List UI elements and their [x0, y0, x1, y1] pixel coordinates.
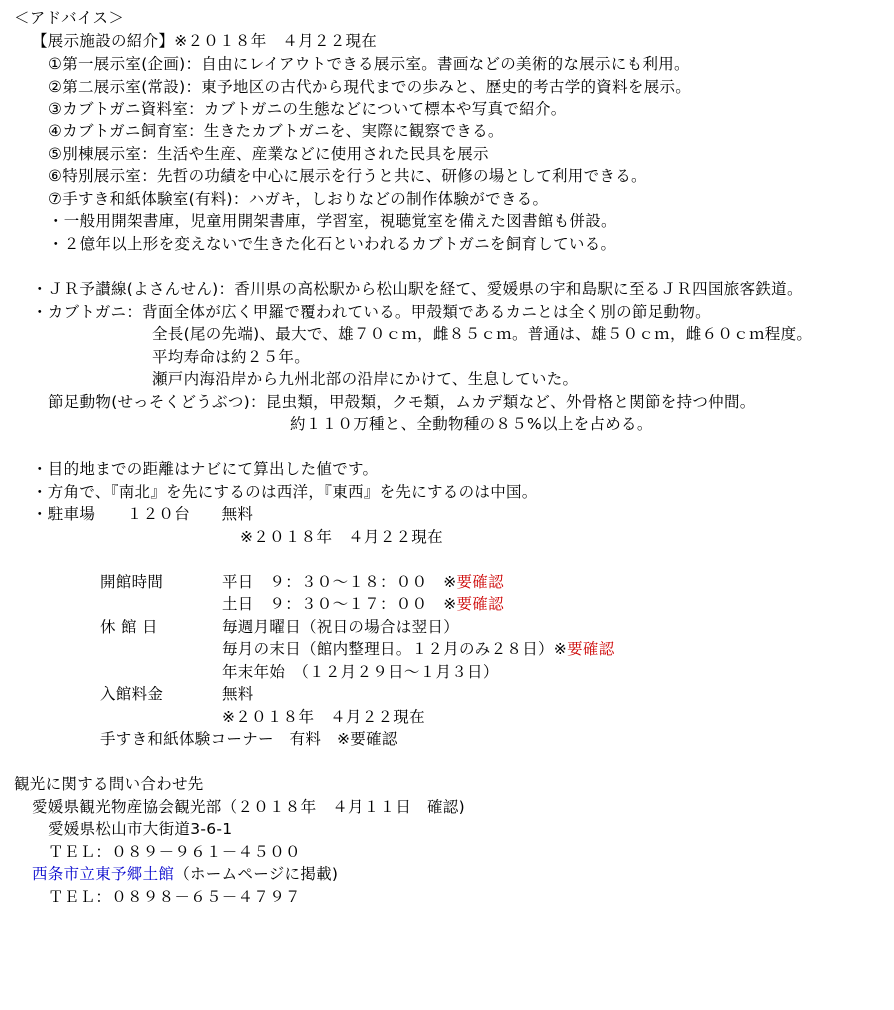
fee-date: ※２０１８年 ４月２２現在: [222, 708, 425, 726]
hours-weekday: 平日 ９：３０～１８：００ ※要確認: [222, 573, 504, 591]
contact-title: 観光に関する問い合わせ先: [14, 775, 204, 793]
facility-item: ①第一展示室(企画)：自由にレイアウトできる展示室。書画などの美術的な展示にも利用。: [48, 55, 690, 73]
note-arthropod-count: 約１１０万種と、全動物種の８５%以上を占める。: [290, 415, 653, 433]
museum-tel: ＴＥＬ：０８９８－６５－４７９７: [48, 888, 301, 906]
washi-corner: 手すき和紙体験コーナー 有料 ※要確認: [100, 730, 398, 748]
facility-item: ③カブトガニ資料室：カブトガニの生態などについて標本や写真で紹介。: [48, 100, 567, 118]
note-parking: ・駐車場 １２０台 無料: [32, 505, 254, 523]
closed-newyear: 年末年始 （１２月２９日～１月３日）: [222, 663, 499, 681]
facility-item: ⑥特別展示室：先哲の功績を中心に展示を行うと共に、研修の場として利用できる。: [48, 167, 647, 185]
contact-address: 愛媛県松山市大街道3-6-1: [48, 820, 233, 838]
fee-label: 入館料金: [100, 685, 164, 703]
fee-value: 無料: [222, 685, 254, 703]
facility-item: ⑦手すき和紙体験室(有料)：ハガキ，しおりなどの制作体験ができる。: [48, 190, 549, 208]
facilities-title: 【展示施設の紹介】※２０１８年 ４月２２現在: [32, 32, 378, 50]
facility-item: ・２億年以上形を変えないで生きた化石といわれるカブトガニを飼育している。: [48, 235, 617, 253]
facility-item: ④カブトガニ飼育室：生きたカブトガニを、実際に観察できる。: [48, 122, 504, 140]
note-distance: ・目的地までの距離はナビにて算出した値です。: [32, 460, 379, 478]
hours-label: 開館時間: [100, 573, 164, 591]
note-parking-date: ※２０１８年 ４月２２現在: [240, 528, 443, 546]
facility-item: ②第二展示室(常設)：東予地区の古代から現代までの歩みと、歴史的考古学的資料を展示。: [48, 78, 692, 96]
contact-org: 愛媛県観光物産協会観光部（２０１８年 ４月１１日 確認): [32, 798, 465, 816]
closed-weekly: 毎週月曜日（祝日の場合は翌日）: [222, 618, 460, 636]
heading: ＜アドバイス＞: [14, 9, 125, 27]
closed-label: 休 館 日: [100, 618, 158, 636]
hours-weekend: 土日 ９：３０～１７：００ ※要確認: [222, 595, 504, 613]
contact-tel: ＴＥＬ：０８９－９６１－４５００: [48, 843, 301, 861]
museum-line: 西条市立東予郷土館（ホームページに掲載): [32, 865, 339, 883]
note-kabutogani-length: 全長(尾の先端)、最大で、雄７０ｃｍ，雌８５ｃｍ。普通は、雄５０ｃｍ，雌６０ｃｍ程度。: [152, 325, 813, 343]
facility-item: ⑤別棟展示室：生活や生産、産業などに使用された民具を展示: [48, 145, 489, 163]
note-kabutogani-habitat: 瀬戸内海沿岸から九州北部の沿岸にかけて、生息していた。: [152, 370, 579, 388]
note-jr: ・ＪＲ予讃線(よさんせん)：香川県の高松駅から松山駅を経て、愛媛県の宇和島駅に至るＪＲ四国旅客鉄道。: [32, 280, 803, 298]
closed-monthly: 毎月の末日（館内整理日。１２月のみ２８日）※要確認: [222, 640, 615, 658]
facility-item: ・一般用開架書庫，児童用開架書庫，学習室，視聴覚室を備えた図書館も併設。: [48, 212, 617, 230]
note-arthropod: 節足動物(せっそくどうぶつ)：昆虫類，甲殻類，クモ類，ムカデ類など、外骨格と関節を持つ仲間。: [48, 393, 756, 411]
note-kabutogani-life: 平均寿命は約２５年。: [152, 348, 311, 366]
note-kabutogani: ・カブトガニ：背面全体が広く甲羅で覆われている。甲殻類であるカニとは全く別の節足動物。: [32, 303, 711, 321]
museum-link[interactable]: 西条市立東予郷土館: [32, 865, 175, 883]
note-direction: ・方角で、『南北』を先にするのは西洋，『東西』を先にするのは中国。: [32, 483, 538, 501]
